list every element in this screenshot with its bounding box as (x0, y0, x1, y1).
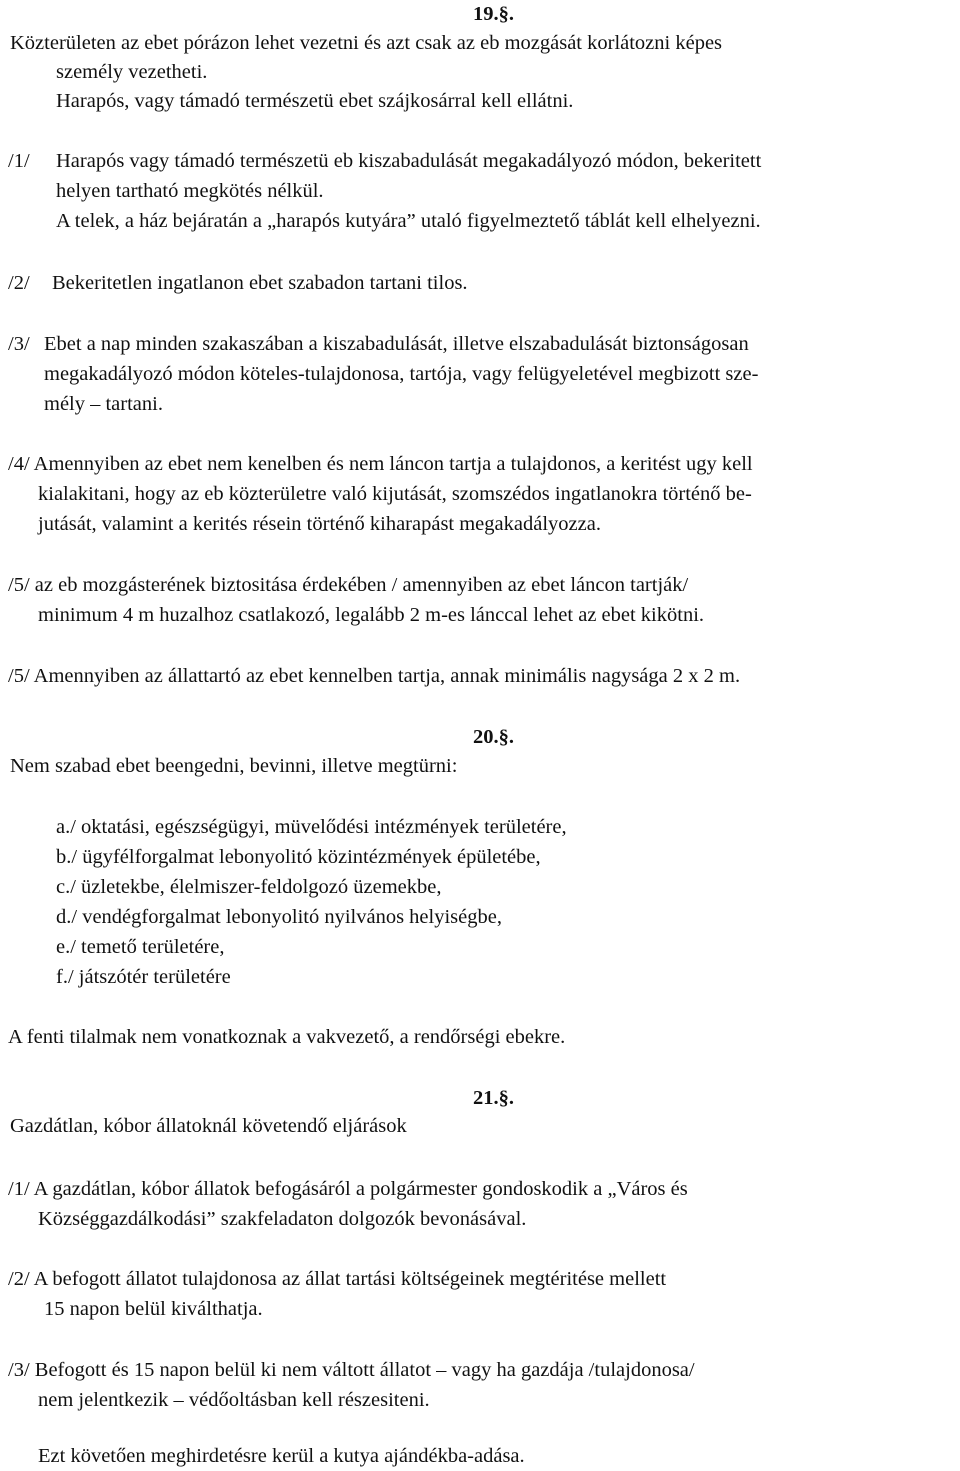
s20-list-item-d: d./ vendégforgalmat lebonyolitó nyilvános helyiségbe, (56, 906, 502, 928)
s19-item-3-number: /3/ (8, 333, 30, 355)
s21-item-3-line-2: nem jelentkezik – védőoltásban kell részesiteni. (38, 1389, 430, 1411)
s19-item-3-line-1: Ebet a nap minden szakaszában a kiszabadulását, illetve elszabadulását biztonságosan (44, 333, 749, 355)
s19-item-4-line-3: jutását, valamint a kerités résein történő kiharapást megakadályozza. (38, 513, 601, 535)
s20-note: A fenti tilalmak nem vonatkoznak a vakvezető, a rendőrségi ebekre. (8, 1026, 566, 1048)
s19-item-5a-line-1: /5/ az eb mozgásterének biztositása érdekében / amennyiben az ebet láncon tartják/ (8, 574, 689, 596)
s19-item-1-line-3: A telek, a ház bejáratán a „harapós kutyára” utaló figyelmeztető táblát kell elhelyezni. (56, 210, 761, 232)
s19-item-3-line-2: megakadályozó módon köteles-tulajdonosa, tartója, vagy felügyeletével megbizott sze- (44, 363, 759, 385)
s19-item-1-number: /1/ (8, 150, 30, 172)
s20-list-item-c: c./ üzletekbe, élelmiszer-feldolgozó üzemekbe, (56, 876, 442, 898)
s20-list-item-b: b./ ügyfélforgalmat lebonyolitó közintézmények épületébe, (56, 846, 541, 868)
section-21-heading: 21.§. (473, 1087, 514, 1109)
s19-item-4-line-1: /4/ Amennyiben az ebet nem kenelben és nem láncon tartja a tulajdonos, a keritést ugy kell (8, 453, 753, 475)
s19-item-2-number: /2/ (8, 272, 30, 294)
section-20-heading: 20.§. (473, 726, 514, 748)
s19-item-5a-line-2: minimum 4 m huzalhoz csatlakozó, legalább 2 m-es lánccal lehet az ebet kikötni. (38, 604, 705, 626)
s21-item-1-line-1: /1/ A gazdátlan, kóbor állatok befogásáról a polgármester gondoskodik a „Város és (8, 1178, 688, 1200)
s19-item-1-line-1: Harapós vagy támadó természetü eb kiszabadulását megakadályozó módon, bekeritett (56, 150, 762, 172)
s19-para-line-1: Közterületen az ebet pórázon lehet vezetni és azt csak az eb mozgását korlátozni képes (10, 32, 723, 54)
s20-list-item-a: a./ oktatási, egészségügyi, müvelődési intézmények területére, (56, 816, 567, 838)
s19-para-line-2: személy vezetheti. (56, 61, 208, 83)
s21-item-3-line-1: /3/ Befogott és 15 napon belül ki nem váltott állatot – vagy ha gazdája /tulajdonosa/ (8, 1359, 695, 1381)
s21-title: Gazdátlan, kóbor állatoknál követendő eljárások (10, 1115, 407, 1137)
s21-item-2-line-2: 15 napon belül kiválthatja. (44, 1298, 263, 1320)
s20-list-item-f: f./ játszótér területére (56, 966, 231, 988)
s19-item-2-line-1: Bekeritetlen ingatlanon ebet szabadon tartani tilos. (52, 272, 468, 294)
s19-item-5b-line-1: /5/ Amennyiben az állattartó az ebet kennelben tartja, annak minimális nagysága 2 x 2 m. (8, 665, 741, 687)
s21-item-2-line-1: /2/ A befogott állatot tulajdonosa az állat tartási költségeinek megtéritése mellett (8, 1268, 667, 1290)
section-19-heading: 19.§. (473, 3, 514, 25)
s21-final-sentence: Ezt követően meghirdetésre kerül a kutya ajándékba-adása. (38, 1445, 525, 1467)
s19-item-4-line-2: kialakitani, hogy az eb közterületre való kijutását, szomszédos ingatlanokra történő be- (38, 483, 752, 505)
s20-intro: Nem szabad ebet beengedni, bevinni, illetve megtürni: (10, 755, 458, 777)
s19-item-1-line-2: helyen tartható megkötés nélkül. (56, 180, 324, 202)
s20-list-item-e: e./ temető területére, (56, 936, 225, 958)
s19-item-3-line-3: mély – tartani. (44, 393, 163, 415)
s21-item-1-line-2: Községgazdálkodási” szakfeladaton dolgozók bevonásával. (38, 1208, 527, 1230)
s19-para-line-3: Harapós, vagy támadó természetü ebet szájkosárral kell ellátni. (56, 90, 574, 112)
